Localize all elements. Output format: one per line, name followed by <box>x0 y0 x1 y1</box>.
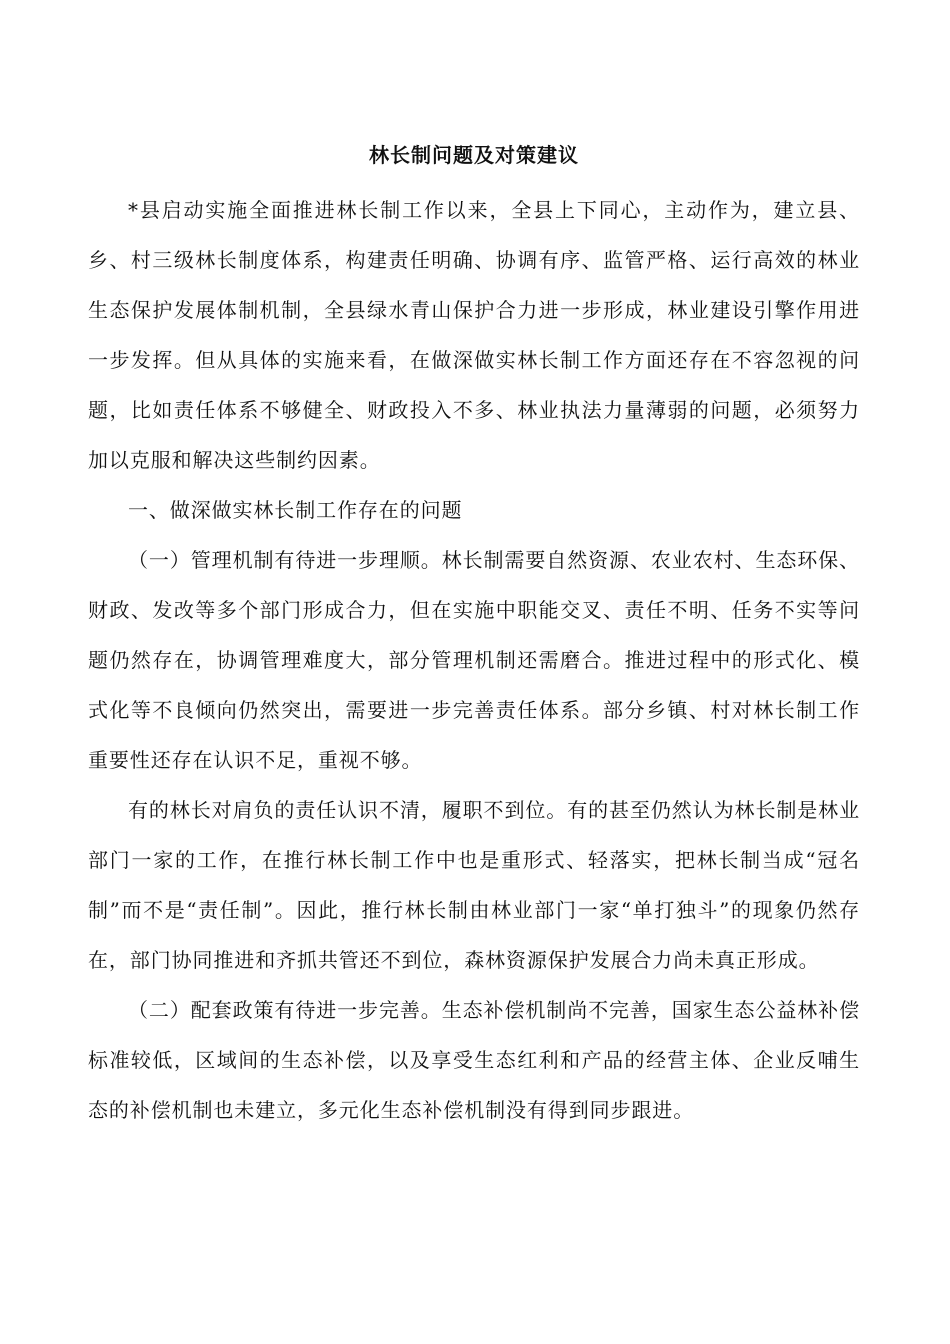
intro-paragraph: *县启动实施全面推进林长制工作以来，全县上下同心，主动作为，建立县、乡、村三级林长制度体系，构建责任明确、协调有序、监管严格、运行高效的林业生态保护发展体制机制，全县绿水青山保护合力进一步形成，林业建设引擎作用进一步发挥。但从具体的实施来看，在做深做实林长制工作方面还存在不容忽视的问题，比如责任体系不够健全、财政投入不多、林业执法力量薄弱的问题，必须努力加以克服和解决这些制约因素。 <box>88 198 860 472</box>
subsection-supporting-policies: （二）配套政策有待进一步完善。生态补偿机制尚不完善，国家生态公益林补偿标准较低，区域间的生态补偿，以及享受生态红利和产品的经营主体、企业反哺生态的补偿机制也未建立，多元化生态补偿机制没有得到同步跟进。 <box>88 998 860 1122</box>
paragraph-forest-chief-responsibility: 有的林长对肩负的责任认识不清，履职不到位。有的甚至仍然认为林长制是林业部门一家的工作，在推行林长制工作中也是重形式、轻落实，把林长制当成“冠名制”而不是“责任制”。因此，推行林长制由林业部门一家“单打独斗”的现象仍然存在，部门协同推进和齐抓共管还不到位，森林资源保护发展合力尚未真正形成。 <box>88 798 860 972</box>
section-heading-problems: 一、做深做实林长制工作存在的问题 <box>128 498 463 522</box>
document-page <box>88 135 860 1135</box>
document-title: 林长制问题及对策建议 <box>369 143 579 167</box>
subsection-management-mechanism: （一）管理机制有待进一步理顺。林长制需要自然资源、农业农村、生态环保、财政、发改等多个部门形成合力，但在实施中职能交叉、责任不明、任务不实等问题仍然存在，协调管理难度大，部分管理机制还需磨合。推进过程中的形式化、模式化等不良倾向仍然突出，需要进一步完善责任体系。部分乡镇、村对林长制工作重要性还存在认识不足，重视不够。 <box>88 548 860 772</box>
